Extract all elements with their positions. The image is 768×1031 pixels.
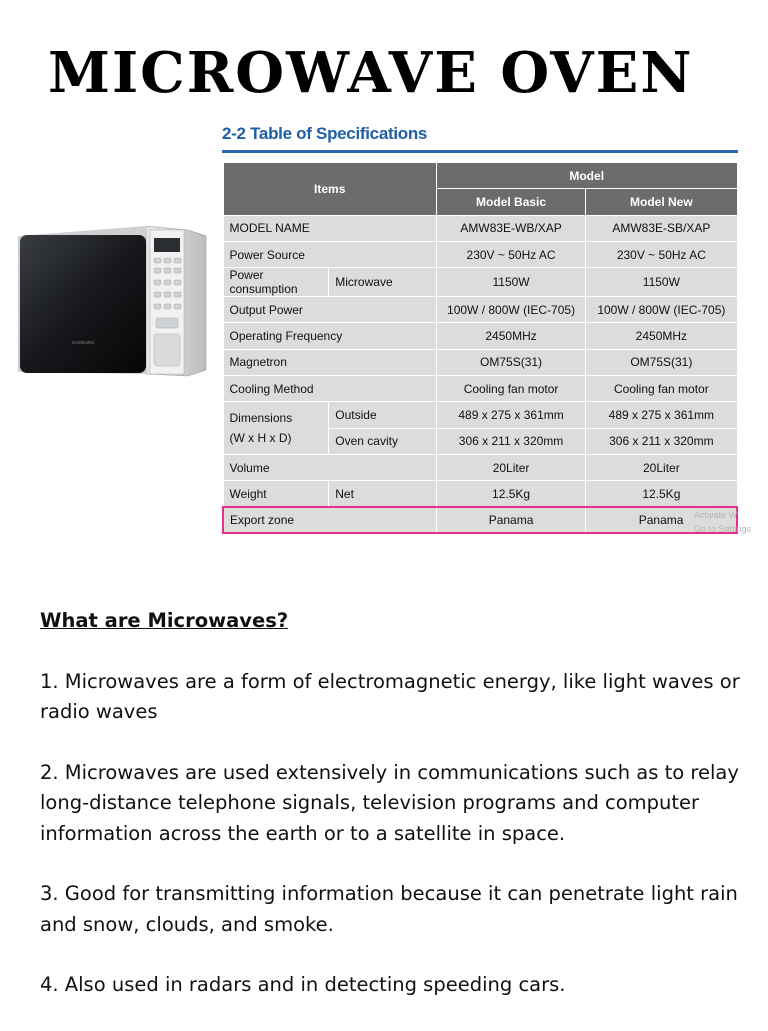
basic-value: Panama (436, 507, 585, 533)
basic-value: AMW83E-WB/XAP (436, 215, 585, 241)
new-value: Panama (586, 507, 737, 533)
basic-value: 306 x 211 x 320mm (436, 428, 585, 454)
model-basic-header: Model Basic (436, 189, 585, 215)
dimensions-unit-label: (W x H x D) (229, 431, 292, 446)
list-item: 1. Microwaves are a form of electromagnetic energy, like light waves or radio waves (40, 669, 740, 723)
heading-rule (222, 150, 738, 153)
table-row (223, 454, 737, 480)
basic-value: 1150W (436, 268, 585, 297)
table-row (223, 268, 737, 297)
brand-logo: SAMSUNG (72, 340, 95, 345)
new-value: 20Liter (586, 454, 737, 480)
new-value: 12.5Kg (586, 481, 737, 507)
row-label (223, 402, 329, 455)
table-row (223, 297, 737, 323)
list-item: 2. Microwaves are used extensively in communications such as to relay long-distance telephone signals, television programs and computer information across the earth or to a satellite in space. (40, 760, 739, 845)
row-label: Magnetron (223, 349, 436, 375)
row-label: Volume (223, 454, 436, 480)
table-row (223, 376, 737, 402)
basic-value: Cooling fan motor (436, 376, 585, 402)
table-row (223, 323, 737, 349)
row-label: MODEL NAME (223, 215, 436, 241)
row-sublabel: Microwave (329, 268, 437, 297)
new-value: AMW83E-SB/XAP (586, 215, 737, 241)
watermark-line-2: Go to Settings (694, 524, 752, 534)
basic-value: 489 x 275 x 361mm (436, 402, 585, 428)
spec-table (222, 162, 738, 534)
table-header-row (223, 163, 737, 189)
basic-value: 2450MHz (436, 323, 585, 349)
dimensions-label: Dimensions (229, 411, 293, 426)
section-heading: What are Microwaves? (40, 609, 289, 632)
table-row (223, 481, 737, 507)
list-item: 4. Also used in radars and in detecting speeding cars. (40, 973, 566, 996)
basic-value: OM75S(31) (436, 349, 585, 375)
new-value: 100W / 800W (IEC-705) (586, 297, 737, 323)
table-row (223, 402, 737, 428)
table-row (223, 349, 737, 375)
spec-table-heading: 2-2 Table of Specifications (222, 124, 428, 143)
table-row (223, 241, 737, 267)
basic-value: 100W / 800W (IEC-705) (436, 297, 585, 323)
row-label: Power consumption (223, 268, 329, 297)
row-label: Weight (223, 481, 329, 507)
new-value: OM75S(31) (586, 349, 737, 375)
new-value: 2450MHz (586, 323, 737, 349)
row-label: Output Power (223, 297, 436, 323)
row-sublabel: Outside (329, 402, 437, 428)
row-sublabel: Oven cavity (329, 428, 437, 454)
basic-value: 12.5Kg (436, 481, 585, 507)
new-value: Cooling fan motor (586, 376, 737, 402)
basic-value: 230V ~ 50Hz AC (436, 241, 585, 267)
row-label: Cooling Method (223, 376, 436, 402)
table-row (223, 215, 737, 241)
basic-value: 20Liter (436, 454, 585, 480)
row-sublabel: Net (329, 481, 437, 507)
model-header: Model (436, 163, 737, 189)
microwave-oven-image (16, 222, 210, 380)
new-value: 230V ~ 50Hz AC (586, 241, 737, 267)
new-value: 306 x 211 x 320mm (586, 428, 737, 454)
watermark-line-1: Activate W (694, 510, 738, 520)
row-label: Power Source (223, 241, 436, 267)
microwaves-section (40, 606, 752, 1031)
row-label: Export zone (223, 507, 436, 533)
list-item: 3. Good for transmitting information because it can penetrate light rain and snow, clouds, and smoke. (40, 882, 738, 936)
items-header: Items (223, 163, 436, 216)
page-title: MICROWAVE OVEN (48, 40, 694, 106)
new-value: 489 x 275 x 361mm (586, 402, 737, 428)
table-row-highlighted (223, 507, 737, 533)
row-label: Operating Frequency (223, 323, 436, 349)
model-new-header: Model New (586, 189, 737, 215)
new-value: 1150W (586, 268, 737, 297)
